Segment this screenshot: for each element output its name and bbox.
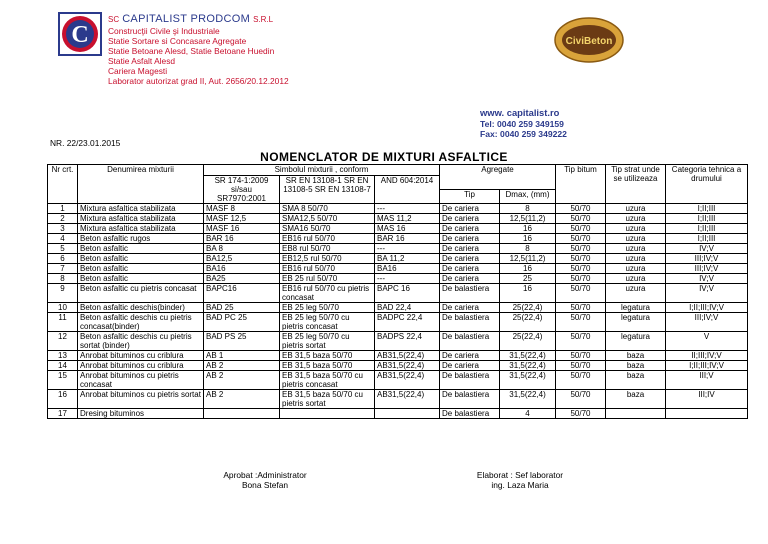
cell-bitum: 50/70: [556, 274, 606, 284]
cell-tip-agregat: De balastiera: [440, 390, 500, 409]
cell-denumire: Mixtura asfaltica stabilizata: [78, 224, 204, 234]
cell-bitum: 50/70: [556, 361, 606, 371]
cell-denumire: Anrobat bituminos cu criblura: [78, 361, 204, 371]
cell-sr174: AB 2: [204, 371, 280, 390]
table-row: [48, 351, 748, 361]
contact-block: [480, 108, 567, 140]
cell-and: MAS 11,2: [375, 214, 440, 224]
cell-categoria: III;IV;V: [666, 313, 748, 332]
cell-sren: SMA16 50/70: [280, 224, 375, 234]
cell-tip-strat: uzura: [606, 254, 666, 264]
cell-categoria: V: [666, 332, 748, 351]
cell-sren: EB16 rul 50/70: [280, 234, 375, 244]
cell-and: ---: [375, 244, 440, 254]
cell-and: BADPC 22,4: [375, 313, 440, 332]
cell-tip-agregat: De balastiera: [440, 313, 500, 332]
cell-tip-agregat: De cariera: [440, 264, 500, 274]
cell-bitum: 50/70: [556, 390, 606, 409]
cell-and: BAPC 16: [375, 284, 440, 303]
table-row: [48, 264, 748, 274]
cell-dmax: 31,5(22,4): [500, 390, 556, 409]
cell-sr174: BA25: [204, 274, 280, 284]
cell-denumire: Beton asfaltic: [78, 264, 204, 274]
cell-dmax: 25(22,4): [500, 332, 556, 351]
cell-dmax: 25: [500, 274, 556, 284]
cell-categoria: I;II;III: [666, 234, 748, 244]
cell-sr174: BAD 25: [204, 303, 280, 313]
cell-tip-agregat: De cariera: [440, 244, 500, 254]
cell-dmax: 12,5(11,2): [500, 214, 556, 224]
cell-tip-strat: uzura: [606, 204, 666, 214]
cell-categoria: I;II;III: [666, 204, 748, 214]
cell-sr174: MASF 8: [204, 204, 280, 214]
cell-tip-agregat: De cariera: [440, 361, 500, 371]
cell-denumire: Beton asfaltic rugos: [78, 234, 204, 244]
cell-categoria: IV;V: [666, 244, 748, 254]
cell-nr: 15: [48, 371, 78, 390]
cell-dmax: 16: [500, 284, 556, 303]
cell-dmax: 31,5(22,4): [500, 351, 556, 361]
company-line: Statie Asfalt Alesd: [108, 56, 176, 67]
company-line: Cariera Magesti: [108, 66, 168, 77]
civibeton-logo-text: CiviBeton: [565, 36, 613, 47]
cell-and: BAR 16: [375, 234, 440, 244]
table-row: [48, 284, 748, 303]
company-line: Construcţii Civile şi Industriale: [108, 26, 220, 36]
cell-dmax: 16: [500, 264, 556, 274]
table-row: [48, 214, 748, 224]
cell-sren: EB 25 rul 50/70: [280, 274, 375, 284]
table-row: [48, 224, 748, 234]
company-name: [108, 13, 289, 26]
cell-tip-agregat: De cariera: [440, 214, 500, 224]
table-row: [48, 254, 748, 264]
header-nr: Nr crt.: [48, 165, 78, 204]
cell-dmax: 4: [500, 409, 556, 419]
prepared-name: ing. Laza Maria: [491, 480, 549, 490]
cell-nr: 8: [48, 274, 78, 284]
cell-categoria: I;II;III: [666, 214, 748, 224]
cell-denumire: Beton asfaltic cu pietris concasat: [78, 284, 204, 303]
cell-categoria: III;IV: [666, 390, 748, 409]
cell-bitum: 50/70: [556, 409, 606, 419]
cell-sr174: [204, 409, 280, 419]
cell-and: [375, 409, 440, 419]
cell-tip-agregat: De cariera: [440, 204, 500, 214]
cell-sr174: BA 8: [204, 244, 280, 254]
cell-categoria: I;II;III;IV;V: [666, 303, 748, 313]
cell-categoria: I;II;III: [666, 224, 748, 234]
cell-tip-agregat: De cariera: [440, 224, 500, 234]
table-row: [48, 371, 748, 390]
header-tip-bitum: Tip bitum: [556, 165, 606, 204]
cell-sren: SMA 8 50/70: [280, 204, 375, 214]
company-line: Statie Betoane Alesd, Statie Betoane Huedin: [108, 46, 275, 57]
fax-number: Fax: 0040 259 349222: [480, 129, 567, 139]
cell-tip-strat: uzura: [606, 274, 666, 284]
cell-bitum: 50/70: [556, 244, 606, 254]
company-name-prefix: SC: [108, 15, 120, 24]
cell-sren: EB8 rul 50/70: [280, 244, 375, 254]
cell-tip-agregat: De cariera: [440, 351, 500, 361]
cell-bitum: 50/70: [556, 351, 606, 361]
cell-and: BA16: [375, 264, 440, 274]
cell-nr: 9: [48, 284, 78, 303]
cell-bitum: 50/70: [556, 332, 606, 351]
cell-sren: EB 31,5 baza 50/70: [280, 351, 375, 361]
cell-sren: EB 25 leg 50/70: [280, 303, 375, 313]
cell-nr: 12: [48, 332, 78, 351]
header-and: AND 604:2014: [375, 176, 440, 204]
cell-tip-strat: baza: [606, 351, 666, 361]
mixtures-table: [47, 164, 748, 419]
cell-bitum: 50/70: [556, 303, 606, 313]
cell-bitum: 50/70: [556, 224, 606, 234]
header-denumire: Denumirea mixturii: [78, 165, 204, 204]
cell-tip-strat: uzura: [606, 244, 666, 254]
table-row: [48, 204, 748, 214]
company-line: Laborator autorizat grad II, Aut. 2656/20.12.2012: [108, 76, 289, 87]
header-sr174: SR 174-1:2009 si/sau SR7970:2001: [204, 176, 280, 204]
cell-sren: EB 31,5 baza 50/70 cu pietris sortat: [280, 390, 375, 409]
cell-and: BAD 22,4: [375, 303, 440, 313]
cell-sr174: BAD PC 25: [204, 313, 280, 332]
cell-denumire: Mixtura asfaltica stabilizata: [78, 204, 204, 214]
cell-tip-strat: uzura: [606, 214, 666, 224]
cell-sren: EB 31,5 baza 50/70 cu pietris concasat: [280, 371, 375, 390]
cell-denumire: Anrobat bituminos cu criblura: [78, 351, 204, 361]
table-row: [48, 409, 748, 419]
cell-dmax: 12,5(11,2): [500, 254, 556, 264]
cell-categoria: IV;V: [666, 274, 748, 284]
document-title: NOMENCLATOR DE MIXTURI ASFALTICE: [260, 150, 508, 164]
table-row: [48, 274, 748, 284]
cell-denumire: Beton asfaltic deschis cu pietris sortat (binder): [78, 332, 204, 351]
cell-tip-strat: legatura: [606, 313, 666, 332]
cell-categoria: IV;V: [666, 284, 748, 303]
cell-dmax: 31,5(22,4): [500, 361, 556, 371]
cell-dmax: 25(22,4): [500, 313, 556, 332]
approved-by: [200, 470, 330, 490]
cell-sren: EB 31,5 baza 50/70: [280, 361, 375, 371]
cell-nr: 13: [48, 351, 78, 361]
cell-dmax: 8: [500, 204, 556, 214]
cell-and: MAS 16: [375, 224, 440, 234]
cell-tip-agregat: De cariera: [440, 254, 500, 264]
phone-number: Tel: 0040 259 349159: [480, 118, 564, 129]
cell-tip-strat: baza: [606, 390, 666, 409]
cell-dmax: 16: [500, 234, 556, 244]
signatures: [0, 470, 768, 494]
cell-nr: 2: [48, 214, 78, 224]
cell-sr174: BA16: [204, 264, 280, 274]
company-name-suffix: S.R.L: [253, 15, 274, 24]
prepared-by: [455, 470, 585, 490]
cell-dmax: 31,5(22,4): [500, 371, 556, 390]
cell-nr: 10: [48, 303, 78, 313]
cell-sr174: MASF 12,5: [204, 214, 280, 224]
cell-categoria: III;IV;V: [666, 254, 748, 264]
cell-sren: EB16 rul 50/70: [280, 264, 375, 274]
cell-bitum: 50/70: [556, 234, 606, 244]
cell-sren: [280, 409, 375, 419]
document-number: NR. 22/23.01.2015: [50, 138, 121, 148]
cell-tip-agregat: De balastiera: [440, 284, 500, 303]
cell-denumire: Dresing bituminos: [78, 409, 204, 419]
cell-bitum: 50/70: [556, 204, 606, 214]
cell-bitum: 50/70: [556, 264, 606, 274]
cell-tip-strat: baza: [606, 371, 666, 390]
cell-bitum: 50/70: [556, 371, 606, 390]
cell-nr: 5: [48, 244, 78, 254]
cell-bitum: 50/70: [556, 313, 606, 332]
header-simbol: Simbolul mixturii , conform: [204, 165, 440, 176]
cell-categoria: I;II;III;IV;V: [666, 361, 748, 371]
cell-tip-strat: uzura: [606, 224, 666, 234]
cell-bitum: 50/70: [556, 284, 606, 303]
cell-nr: 11: [48, 313, 78, 332]
cell-nr: 14: [48, 361, 78, 371]
company-logo-letter: C: [71, 22, 89, 48]
header-dmax: Dmax, (mm): [500, 190, 556, 204]
cell-sren: EB12,5 rul 50/70: [280, 254, 375, 264]
cell-denumire: Beton asfaltic deschis(binder): [78, 303, 204, 313]
header-tip: Tip: [440, 190, 500, 204]
cell-tip-strat: baza: [606, 361, 666, 371]
company-line: Statie Sortare si Concasare Agregate: [108, 36, 247, 47]
header-categoria: Categoria tehnica a drumului: [666, 165, 748, 204]
cell-denumire: Beton asfaltic deschis cu pietris concasat(binder): [78, 313, 204, 332]
cell-tip-strat: uzura: [606, 284, 666, 303]
cell-sren: SMA12,5 50/70: [280, 214, 375, 224]
cell-sr174: AB 1: [204, 351, 280, 361]
prepared-role: Elaborat : Sef laborator: [476, 470, 564, 480]
cell-sren: EB 25 leg 50/70 cu pietris concasat: [280, 313, 375, 332]
cell-sr174: AB 2: [204, 361, 280, 371]
cell-and: ---: [375, 204, 440, 214]
cell-denumire: Beton asfaltic: [78, 274, 204, 284]
cell-tip-agregat: De cariera: [440, 234, 500, 244]
cell-tip-strat: legatura: [606, 332, 666, 351]
table-row: [48, 361, 748, 371]
cell-sr174: BAD PS 25: [204, 332, 280, 351]
cell-nr: 4: [48, 234, 78, 244]
cell-tip-strat: [606, 409, 666, 419]
approved-name: Bona Stefan: [241, 480, 289, 490]
cell-sr174: MASF 16: [204, 224, 280, 234]
cell-denumire: Anrobat bituminos cu pietris concasat: [78, 371, 204, 390]
cell-bitum: 50/70: [556, 214, 606, 224]
header-sren: SR EN 13108-1 SR EN 13108-5 SR EN 13108-7: [280, 176, 375, 204]
cell-tip-agregat: De cariera: [440, 274, 500, 284]
cell-tip-strat: uzura: [606, 264, 666, 274]
cell-sr174: BAPC16: [204, 284, 280, 303]
cell-and: AB31,5(22,4): [375, 390, 440, 409]
cell-dmax: 8: [500, 244, 556, 254]
cell-and: AB31,5(22,4): [375, 371, 440, 390]
cell-nr: 17: [48, 409, 78, 419]
cell-tip-agregat: De balastiera: [440, 332, 500, 351]
cell-tip-strat: uzura: [606, 234, 666, 244]
cell-and: BADPS 22,4: [375, 332, 440, 351]
cell-nr: 7: [48, 264, 78, 274]
approved-role: Aprobat :Administrator: [223, 470, 307, 480]
table-row: [48, 303, 748, 313]
cell-categoria: III;V: [666, 371, 748, 390]
cell-nr: 1: [48, 204, 78, 214]
cell-tip-agregat: De balastiera: [440, 371, 500, 390]
company-name-main: CAPITALIST PRODCOM: [122, 13, 251, 25]
cell-sr174: BA12,5: [204, 254, 280, 264]
cell-categoria: [666, 409, 748, 419]
cell-denumire: Anrobat bituminos cu pietris sortat: [78, 390, 204, 409]
cell-sr174: AB 2: [204, 390, 280, 409]
cell-denumire: Mixtura asfaltica stabilizata: [78, 214, 204, 224]
cell-tip-agregat: De balastiera: [440, 409, 500, 419]
table-row: [48, 244, 748, 254]
company-info: [108, 13, 289, 87]
cell-and: BA 11,2: [375, 254, 440, 264]
cell-dmax: 16: [500, 224, 556, 234]
cell-denumire: Beton asfaltic: [78, 254, 204, 264]
civibeton-logo: [552, 14, 626, 66]
cell-and: AB31,5(22,4): [375, 351, 440, 361]
cell-categoria: III;IV;V: [666, 264, 748, 274]
header-agregate: Agregate: [440, 165, 556, 190]
cell-and: AB31,5(22,4): [375, 361, 440, 371]
cell-tip-strat: legatura: [606, 303, 666, 313]
table-row: [48, 313, 748, 332]
cell-categoria: II;III;IV;V: [666, 351, 748, 361]
cell-sr174: BAR 16: [204, 234, 280, 244]
cell-sren: EB16 rul 50/70 cu pietris concasat: [280, 284, 375, 303]
cell-bitum: 50/70: [556, 254, 606, 264]
cell-sren: EB 25 leg 50/70 cu pietris sortat: [280, 332, 375, 351]
cell-nr: 6: [48, 254, 78, 264]
cell-nr: 16: [48, 390, 78, 409]
cell-tip-agregat: De cariera: [440, 303, 500, 313]
cell-dmax: 25(22,4): [500, 303, 556, 313]
cell-denumire: Beton asfaltic: [78, 244, 204, 254]
cell-and: ---: [375, 274, 440, 284]
website-link[interactable]: www. capitalist.ro: [480, 107, 560, 118]
table-row: [48, 390, 748, 409]
table-row: [48, 332, 748, 351]
table-row: [48, 234, 748, 244]
cell-nr: 3: [48, 224, 78, 234]
company-logo: [58, 12, 102, 56]
header-tip-strat: Tip strat unde se utilizeaza: [606, 165, 666, 204]
